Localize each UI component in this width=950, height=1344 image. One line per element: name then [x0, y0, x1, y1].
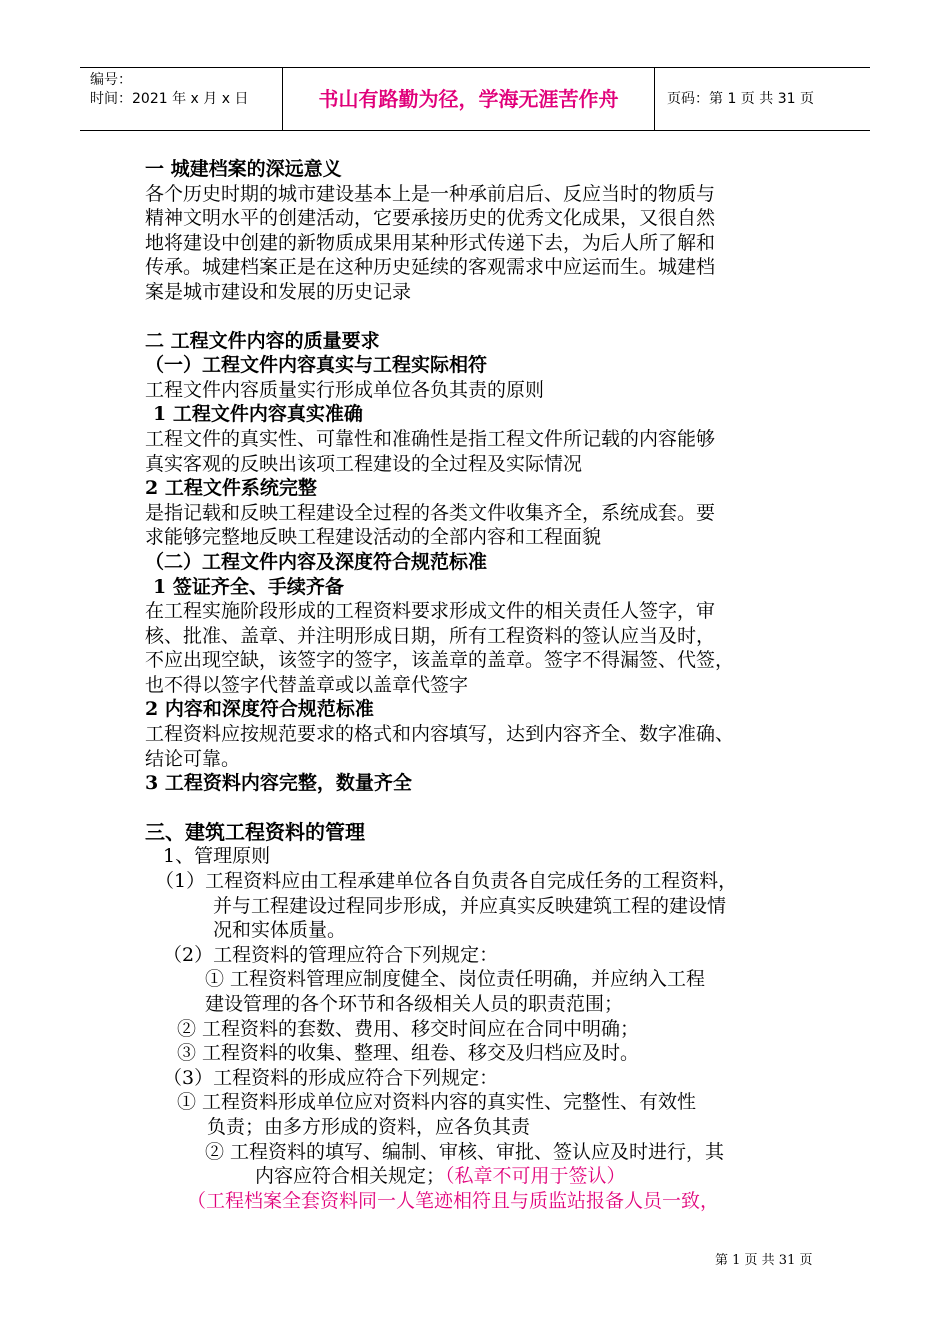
list-item-continued: 况和实体质量。	[213, 919, 347, 942]
paragraph-line: 不应出现空缺，该签字的签字，该盖章的盖章。签字不得漏签、代签，	[145, 649, 735, 672]
sub-list-item: ① 工程资料管理应制度健全、岗位责任明确，并应纳入工程	[205, 968, 706, 991]
list-item: （2）工程资料的管理应符合下列规定：	[163, 943, 499, 966]
sub-list-item-continued: 负责；由多方形成的资料，应各负其责	[207, 1115, 531, 1138]
document-date-label: 时间：2021 年 x 月 x 日	[90, 91, 249, 107]
subsection-heading: （二）工程文件内容及深度符合规范标准	[145, 550, 488, 573]
document-body	[145, 157, 815, 1213]
item-heading: 3 工程资料内容完整，数量齐全	[145, 772, 412, 795]
header-meta	[80, 68, 283, 130]
item-heading: 2 工程文件系统完整	[145, 477, 317, 500]
sub-list-item: ① 工程资料形成单位应对资料内容的真实性、完整性、有效性	[177, 1091, 697, 1114]
paragraph-line: 案是城市建设和发展的历史记录	[145, 280, 412, 303]
private-seal-note: （私章不可用于签认）	[445, 1165, 626, 1188]
list-item: （3）工程资料的形成应符合下列规定：	[163, 1066, 499, 1089]
sub-list-item-continued: 建设管理的各个环节和各级相关人员的职责范围；	[205, 993, 624, 1015]
paragraph-line: 工程文件内容质量实行形成单位各负其责的原则	[145, 378, 545, 401]
page-footer: 第 1 页 共 31 页	[715, 1253, 813, 1268]
paragraph-line: 精神文明水平的创建活动，它要承接历史的优秀文化成果，又很自然	[145, 207, 716, 230]
document-number-label: 编号：	[90, 72, 132, 88]
page-header	[80, 67, 870, 131]
header-motto: 书山有路勤为径，学海无涯苦作舟	[283, 68, 655, 130]
paragraph-line: 各个历史时期的城市建设基本上是一种承前启后、反应当时的物质与	[145, 182, 716, 205]
list-heading: 1、管理原则	[163, 845, 271, 868]
sub-list-item: ③ 工程资料的收集、整理、组卷、移交及归档应及时。	[177, 1042, 640, 1065]
section-heading-3: 三、建筑工程资料的管理	[145, 819, 365, 844]
paragraph-line: 真实客观的反映出该项工程建设的全过程及实际情况	[145, 452, 583, 475]
paragraph-line: 核、批准、盖章、并注明形成日期，所有工程资料的签认应当及时，	[145, 624, 716, 647]
item-heading: 1 签证齐全、手续齐备	[153, 575, 344, 598]
list-item-continued: 并与工程建设过程同步形成，并应真实反映建筑工程的建设情	[213, 894, 727, 917]
item-heading: 1 工程文件内容真实准确	[153, 403, 363, 426]
paragraph-line: 是指记载和反映工程建设全过程的各类文件收集齐全，系统成套。要	[145, 501, 716, 524]
sub-list-item: ② 工程资料的填写、编制、审核、审批、签认应及时进行，其	[205, 1140, 725, 1163]
paragraph-line: 求能够完整地反映工程建设活动的全部内容和工程面貌	[145, 526, 602, 549]
section-heading-2: 二 工程文件内容的质量要求	[145, 329, 380, 352]
paragraph-line: 工程文件的真实性、可靠性和准确性是指工程文件所记载的内容能够	[145, 427, 716, 450]
paragraph-line: 也不得以签字代替盖章或以盖章代签字	[145, 673, 469, 696]
paragraph-line: 工程资料应按规范要求的格式和内容填写，达到内容齐全、数字准确、	[145, 723, 735, 746]
paragraph-line: 地将建设中创建的新物质成果用某种形式传递下去，为后人所了解和	[145, 231, 716, 254]
handwriting-note: （工程档案全套资料同一人笔迹相符且与质监站报备人员一致，	[187, 1189, 720, 1212]
paragraph-line: 在工程实施阶段形成的工程资料要求形成文件的相关责任人签字，审	[145, 600, 716, 623]
paragraph-line: 结论可靠。	[145, 747, 241, 770]
header-page-number: 页码：第 1 页 共 31 页	[667, 91, 814, 107]
paragraph-line: 传承。城建档案正是在这种历史延续的客观需求中应运而生。城建档	[145, 256, 716, 279]
sub-list-item: ② 工程资料的套数、费用、移交时间应在合同中明确；	[177, 1017, 640, 1040]
subsection-heading: （一）工程文件内容真实与工程实际相符	[145, 354, 488, 377]
requirement-text: 内容应符合相关规定；	[255, 1165, 446, 1188]
item-heading: 2 内容和深度符合规范标准	[145, 698, 374, 721]
list-item: （1）工程资料应由工程承建单位各自负责各自完成任务的工程资料，	[155, 870, 738, 893]
sub-list-item-continued	[145, 1164, 815, 1189]
section-heading-1: 一 城建档案的深远意义	[145, 158, 342, 180]
